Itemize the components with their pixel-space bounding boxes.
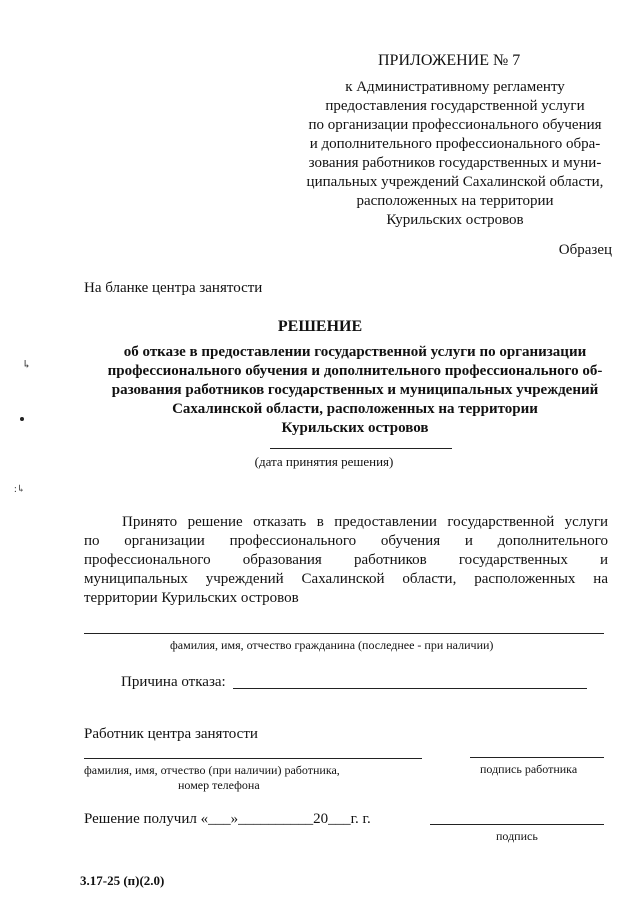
citizen-caption: фамилия, имя, отчество гражданина (последнее - при наличии) [170,638,494,652]
appendix-line: по организации профессионального обучения [308,117,602,133]
refusal-reason-line [233,688,587,689]
decision-body [84,513,608,608]
decision-subtitle-line: Сахалинской области, расположенных на территории [172,401,538,417]
scan-mark: :↳ [14,484,26,495]
body-line: муниципальных учреждений Сахалинской области, расположенных на [84,571,608,587]
date-line [270,448,452,449]
appendix-line: и дополнительного профессионального обра- [309,136,601,152]
employee-signature-caption: подпись работника [480,762,578,776]
decision-subtitle-line: Курильских островов [281,420,429,436]
body-line: Принято решение отказать в предоставлении государственной услуги [122,514,608,530]
decision-subtitle-line: разования работников государственных и муниципальных учреждений [111,382,599,398]
appendix-line: к Административному регламенту [345,79,565,95]
scan-mark [20,417,24,421]
body-line: профессионального образования работников государственных и [84,552,608,568]
letterhead-note: На бланке центра занятости [84,280,263,296]
appendix-line: зования работников государственных и муни- [308,155,602,171]
appendix-line: предоставления государственной услуги [325,98,585,114]
appendix-title: ПРИЛОЖЕНИЕ № 7 [378,52,521,69]
decision-title: РЕШЕНИЕ [277,318,363,335]
date-caption: (дата принятия решения) [254,454,394,469]
scan-mark: ↳ [22,359,32,371]
received-signature-caption: подпись [496,829,538,843]
employee-caption: фамилия, имя, отчество (при наличии) работника, [84,763,340,777]
decision-subtitle-line: профессионального обучения и дополнительного профессионального об- [107,363,603,379]
body-line: территории Курильских островов [84,590,299,606]
employee-caption-phone: номер телефона [178,778,260,792]
citizen-name-line [84,633,604,634]
body-line: по организации профессионального обучения и дополнительного [84,533,608,549]
form-code: 3.17-25 (п)(2.0) [80,873,165,888]
received-signature-line [430,824,604,825]
employee-name-line [84,758,422,759]
refusal-reason-label: Причина отказа: [121,674,226,690]
decision-subtitle [90,343,620,438]
appendix-line: расположенных на территории [356,193,554,209]
received-text: Решение получил «___»__________20___г. г. [84,811,371,827]
decision-subtitle-line: об отказе в предоставлении государственной услуги по организации [123,344,587,360]
appendix-line: ципальных учреждений Сахалинской области, [306,174,604,190]
appendix-line: Курильских островов [386,212,524,228]
employee-signature-line [470,757,604,758]
sample-label: Образец [558,242,612,258]
employee-heading: Работник центра занятости [84,726,258,742]
appendix-subtitle [290,78,620,230]
